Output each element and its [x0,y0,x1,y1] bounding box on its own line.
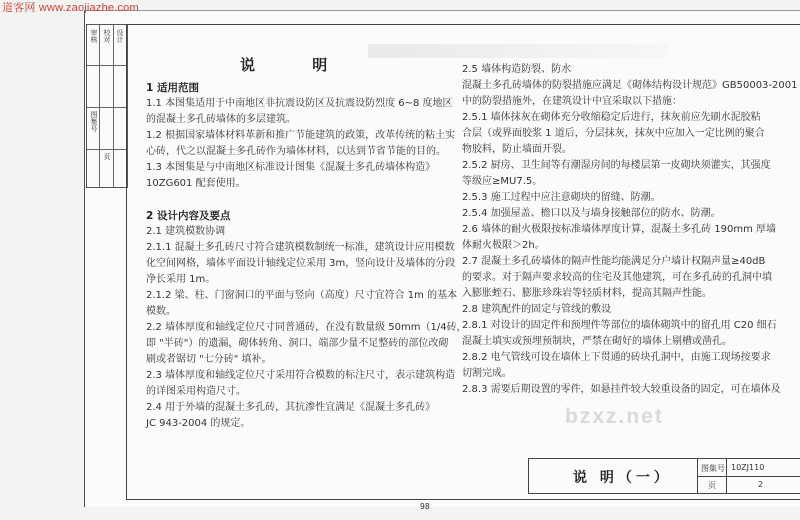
paragraph-line: 刷或者锯切 "七分砖" 填补。 [146,354,272,365]
paragraph-line: 2.1.2 梁、柱、门窗洞口的平面与竖向（高度）尺寸宜符合 1m 的基本 [146,290,458,301]
paragraph-line: 心砖，代之以混凝土多孔砖作为墙体材料，以达到节省节能的目的。 [146,146,446,157]
doc-title: 说 明 [240,56,354,74]
site-watermark: 道客网 www.zaojiazhe.com [2,2,139,14]
paragraph-line: 2.6 墙体的耐火极限按标准墙体厚度计算，混凝土多孔砖 190mm 厚墙 [462,224,777,235]
binding-strip [86,24,128,188]
page-value: 2 [758,480,764,489]
paragraph-line: 体耐火极限＞2h。 [462,240,545,251]
binding-label: 校对 [103,29,111,43]
paragraph-line: 1.1 本图集适用于中南地区非抗震设防区及抗震设防烈度 6~8 度地区 [146,98,453,109]
title-block-title: 说 明（一） [573,470,672,486]
page-number: 98 [420,502,430,511]
paragraph-line: 的混凝土多孔砖墙体的多层建筑。 [146,114,296,125]
paragraph-line: 2.5 墙体构造防裂、防水 [462,64,572,75]
paragraph-line: 2.3 墙体厚度和轴线定位尺寸采用符合模数的标注尺寸，表示建筑构造 [146,370,456,381]
section-heading: 2 设计内容及要点 [146,210,231,222]
section-heading: 1 适用范围 [146,82,199,94]
binding-label: 审核 [90,29,98,43]
page-label: 页 [708,481,716,490]
binding-label: 页 [103,153,111,160]
title-block-grid [697,459,800,493]
paragraph-line: 1.3 本图集是与中南地区标准设计图集《混凝土多孔砖墙体构造》 [146,162,436,173]
paragraph-line: 合层（或界面胶浆 1 道后，分层抹灰，抹灰中应加入一定比例的聚合 [462,128,765,139]
binding-label: 图集号 [90,111,98,132]
paragraph-line: 中的防裂措施外，在建筑设计中宜采取以下措施： [462,96,682,107]
binding-label: 设计 [116,29,124,43]
paragraph-line: 2.8 建筑配件的固定与管线的敷设 [462,304,612,315]
paragraph-line: 2.5.3 施工过程中应注意砌块的留缝、防潮。 [462,192,661,203]
title-block-divider [698,476,800,477]
paragraph-line: 混凝土多孔砖墙体的防裂措施应满足《砌体结构设计规范》GB50003-2001 [462,80,798,91]
paragraph-line: 2.8.2 电气管线可设在墙体上下贯通的砖块孔洞中，由施工现场按要求 [462,352,771,363]
binding-strip-divider [87,107,127,108]
binding-strip-divider [87,65,127,66]
paragraph-line: 1.2 根据国家墙体材料革新和推广节能建筑的政策，改革传统的粘土实 [146,130,456,141]
binding-strip-divider [99,25,100,187]
paragraph-line: 2.2 墙体厚度和轴线定位尺寸同普通砖，在没有数量级 50mm（1/4砖， [146,322,467,333]
paragraph-line: 2.7 混凝土多孔砖墙体的隔声性能均能满足分户墙计权隔声量≥40dB [462,256,766,267]
right-text-column [462,62,798,398]
title-block-divider [726,459,727,493]
paragraph-line: 模数。 [146,306,176,317]
paragraph-line: 等级应≥MU7.5。 [462,176,543,187]
left-text-column [146,80,467,432]
paragraph-line: 净长采用 1m。 [146,274,216,285]
center-watermark: bzxz.net [565,405,664,428]
paragraph-line: 物胶料，防止墙面开裂。 [462,144,572,155]
paragraph-line: 切割完成。 [462,368,512,379]
binding-strip-divider [87,149,127,150]
paragraph-line: 即 "半砖"）的遗漏，砌体转角、洞口、端部少量不足整砖的部位改砌 [146,338,449,349]
paragraph-line: 2.1.1 混凝土多孔砖尺寸符合建筑模数制统一标准，建筑设计应用模数 [146,242,455,253]
paragraph-gap [146,200,452,208]
paragraph-line: 入膨胀蛭石、膨胀珍珠岩等轻质材料，提高其隔声性能。 [462,288,712,299]
paragraph-line: 化空间网格，墙体平面设计轴线定位采用 3m，竖向设计及墙体的分段 [146,258,456,269]
paragraph-gap [146,192,452,200]
atlas-number-label: 图集号 [701,464,725,473]
paragraph-line: 2.8.3 需要后期设置的零件，如悬挂件较大较重设备的固定，可在墙体及 [462,384,781,395]
paragraph-line: 的要求。对于隔声要求较高的住宅及其他建筑，可在多孔砖的孔洞中填 [462,272,772,283]
title-block [528,458,800,494]
paragraph-line: 2.5.2 厨房、卫生间等有潮湿房间的每楼层第一皮砌块须灌实，其强度 [462,160,771,171]
binding-strip-divider [113,25,114,187]
paragraph-line: 2.4 用于外墙的混凝土多孔砖，其抗渗性宜满足《混凝土多孔砖》 [146,402,436,413]
paragraph-line: 2.8.1 对设计的固定件和预埋件等部位的墙体砌筑中的留孔用 C20 细石 [462,320,777,331]
paragraph-line: 10ZG601 配套使用。 [146,178,246,189]
paragraph-line: 2.5.1 墙体抹灰在砌体充分收缩稳定后进行，抹灰前应先刷水泥胶粘 [462,112,761,123]
atlas-number-value: 10ZJ110 [731,463,765,472]
paragraph-line: 混凝土填实或预埋预制块，严禁在砌好的墙体上剔槽或凿孔。 [462,336,732,347]
paragraph-line: JC 943-2004 的规定。 [146,418,251,429]
paragraph-line: 2.5.4 加强屋盖、檐口以及与墙身接触部位的防水、防潮。 [462,208,721,219]
paragraph-line: 2.1 建筑模数协调 [146,226,226,237]
paragraph-line: 的详图采用构造尺寸。 [146,386,246,397]
